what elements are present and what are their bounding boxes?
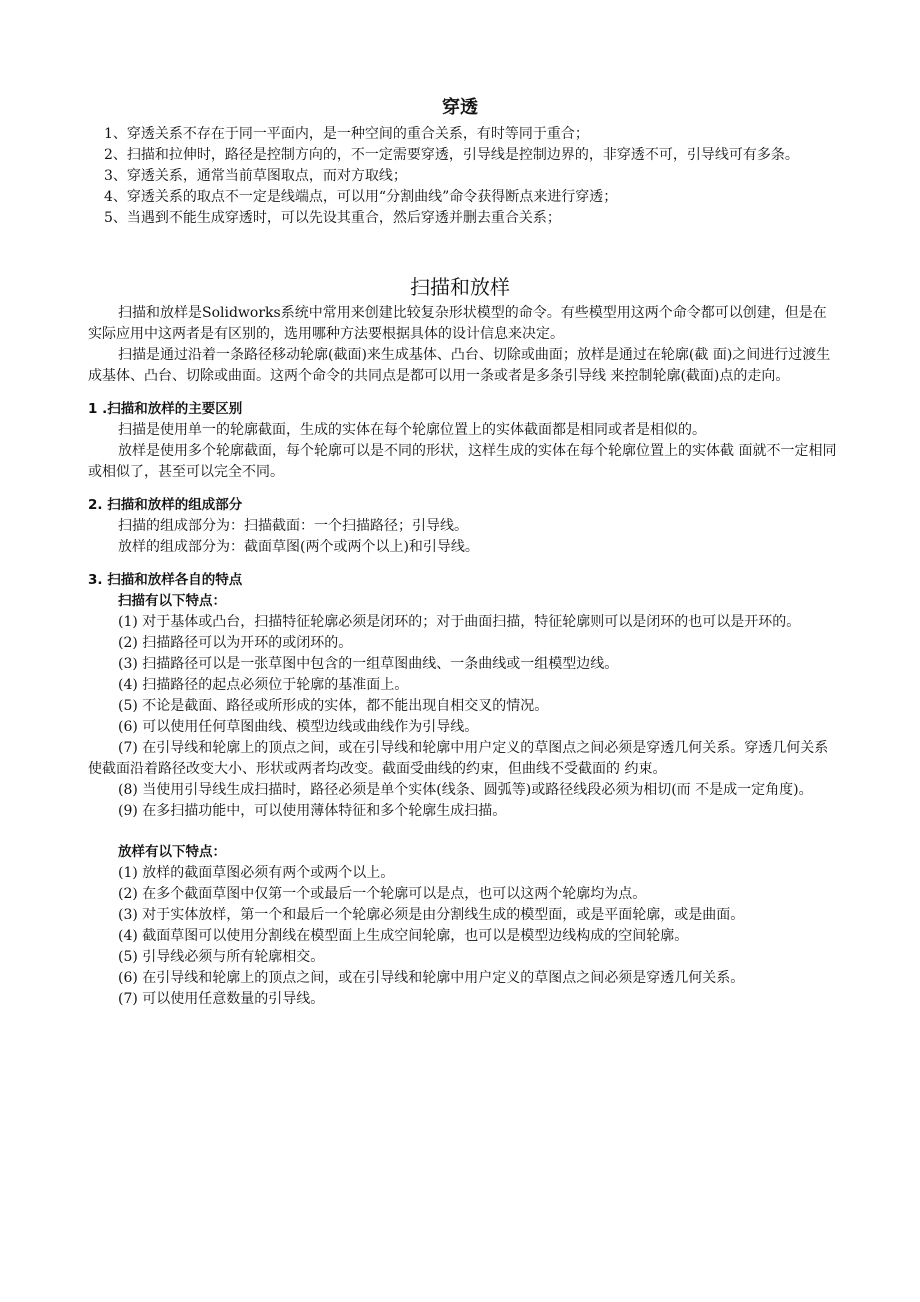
list-item: (1) 放样的截面草图必须有两个或两个以上。 (118, 865, 395, 881)
list-item: (3) 扫描路径可以是一张草图中包含的一组草图曲线、一条曲线或一组模型边线。 (118, 656, 619, 672)
paragraph: 扫描的组成部分为：扫描截面：一个扫描路径；引导线。 (118, 518, 468, 534)
intro-paragraph: 扫描和放样是Solidworks系统中常用来创建比较复杂形状模型的命令。有些模型用这两个命令都可以创建，但是在实际应用中这两者是有区别的，选用哪种方法要根据具体的设计信息来决定。 (88, 305, 827, 342)
list-item: (3) 对于实体放样，第一个和最后一个轮廓必须是由分割线生成的模型面，或是平面轮廓，或是曲面。 (118, 907, 745, 923)
list-item: 5、当遇到不能生成穿透时，可以先设其重合，然后穿透并删去重合关系； (104, 210, 561, 226)
list-item: (5) 引导线必须与所有轮廓相交。 (118, 949, 325, 965)
list-item: 4、穿透关系的取点不一定是线端点，可以用“分割曲线”命令获得断点来进行穿透； (104, 189, 618, 205)
list-item: (9) 在多扫描功能中，可以使用薄体特征和多个轮廓生成扫描。 (118, 803, 507, 819)
list-item: (1) 对于基体或凸台，扫描特征轮廓必须是闭环的；对于曲面扫描，特征轮廓则可以是闭环的也可以是开环的。 (118, 614, 801, 630)
list-item: (5) 不论是截面、路径或所形成的实体，都不能出现自相交叉的情况。 (118, 698, 549, 714)
paragraph: 放样的组成部分为：截面草图(两个或两个以上)和引导线。 (118, 539, 479, 555)
list-item: 1、穿透关系不存在于同一平面内，是一种空间的重合关系，有时等同于重合； (104, 126, 589, 142)
list-item: (2) 在多个截面草图中仅第一个或最后一个轮廓可以是点，也可以这两个轮廓均为点。 (118, 886, 647, 902)
paragraph: 放样是使用多个轮廓截面，每个轮廓可以是不同的形状，这样生成的实体在每个轮廓位置上的实体截 面就不一定相同或相似了，甚至可以完全不同。 (88, 443, 837, 480)
list-item: (6) 可以使用任何草图曲线、模型边线或曲线作为引导线。 (118, 719, 479, 735)
penetration-list (88, 124, 840, 229)
list-item: (8) 当使用引导线生成扫描时，路径必须是单个实体(线条、圆弧等)或路径线段必须为相切(而 不是成一定角度)。 (118, 782, 813, 798)
list-item: (4) 截面草图可以使用分割线在模型面上生成空间轮廓，也可以是模型边线构成的空间轮廓。 (118, 928, 689, 944)
heading-components: 2. 扫描和放样的组成部分 (88, 497, 243, 513)
heading-features: 3. 扫描和放样各自的特点 (88, 572, 243, 588)
list-item: (7) 可以使用任意数量的引导线。 (118, 991, 325, 1007)
list-item: 2、扫描和拉伸时，路径是控制方向的，不一定需要穿透，引导线是控制边界的，非穿透不可，引导线可有多条。 (104, 147, 799, 163)
subheading-sweep-features: 扫描有以下特点： (118, 593, 226, 609)
paragraph: 扫描是使用单一的轮廓截面，生成的实体在每个轮廓位置上的实体截面都是相同或者是相似的。 (118, 422, 706, 438)
list-item: 3、穿透关系，通常当前草图取点，而对方取线； (104, 168, 407, 184)
subheading-loft-features: 放样有以下特点： (118, 844, 226, 860)
sweep-loft-body (88, 303, 840, 1010)
heading-main-differences: 1 .扫描和放样的主要区别 (88, 401, 243, 417)
section-title-penetration: 穿透 (442, 97, 478, 118)
section-title-sweep-loft: 扫描和放样 (410, 275, 510, 299)
list-item: (6) 在引导线和轮廓上的顶点之间，或在引导线和轮廓中用户定义的草图点之间必须是穿透几何关系。 (118, 970, 745, 986)
list-item: (7) 在引导线和轮廓上的顶点之间，或在引导线和轮廓中用户定义的草图点之间必须是穿透几何关系。穿透几何关系使截面沿着路径改变大小、形状或两者均改变。截面受曲线的约束，但曲线不受截面的 约束。 (88, 740, 829, 777)
intro-paragraph: 扫描是通过沿着一条路径移动轮廓(截面)来生成基体、凸台、切除或曲面；放样是通过在轮廓(截 面)之间进行过渡生成基体、凸台、切除或曲面。这两个命令的共同点是都可以用一条或者是多条引导线 来控制轮廓(截面)点的走向。 (88, 347, 831, 384)
list-item: (4) 扫描路径的起点必须位于轮廓的基准面上。 (118, 677, 409, 693)
list-item: (2) 扫描路径可以为开环的或闭环的。 (118, 635, 353, 651)
